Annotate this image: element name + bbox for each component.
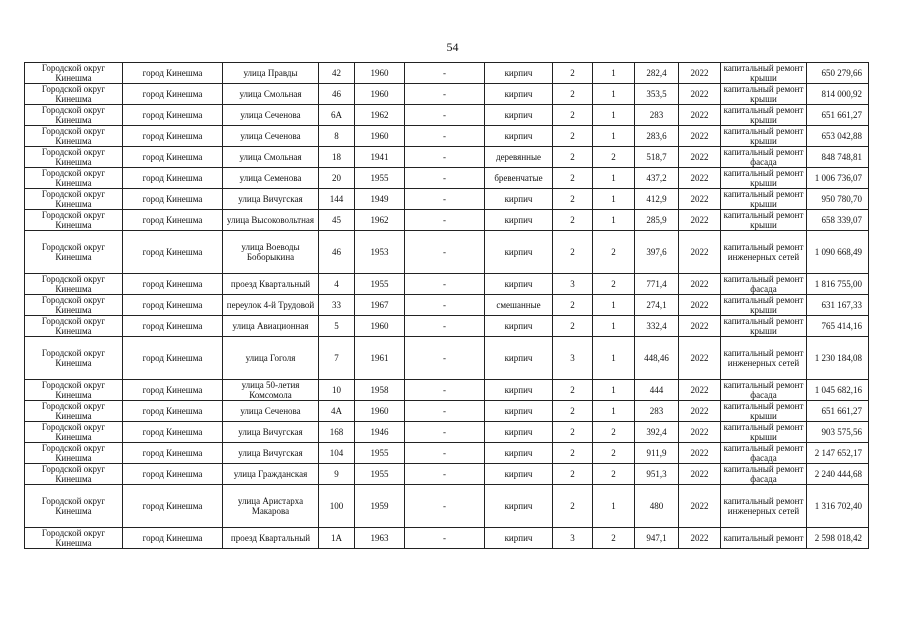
floors-cell: 2: [553, 147, 593, 168]
repair-type-cell: капитальный ремонт фасада: [721, 147, 807, 168]
floors-cell: 2: [553, 380, 593, 401]
repair-year-cell: 2022: [679, 147, 721, 168]
city-cell: город Кинешма: [123, 210, 223, 231]
city-cell: город Кинешма: [123, 485, 223, 528]
area-cell: 282,4: [635, 63, 679, 84]
dash-cell: -: [405, 401, 485, 422]
area-cell: 480: [635, 485, 679, 528]
wall-material-cell: кирпич: [485, 63, 553, 84]
dash-cell: -: [405, 168, 485, 189]
dash-cell: -: [405, 126, 485, 147]
city-cell: город Кинешма: [123, 295, 223, 316]
wall-material-cell: кирпич: [485, 105, 553, 126]
district-cell: Городской округ Кинешма: [25, 147, 123, 168]
district-cell: Городской округ Кинешма: [25, 126, 123, 147]
repair-type-cell: капитальный ремонт инженерных сетей: [721, 485, 807, 528]
table-row: [25, 105, 869, 126]
district-cell: Городской округ Кинешма: [25, 210, 123, 231]
city-cell: город Кинешма: [123, 147, 223, 168]
area-cell: 437,2: [635, 168, 679, 189]
area-cell: 911,9: [635, 443, 679, 464]
wall-material-cell: смешанные: [485, 295, 553, 316]
table-row: [25, 401, 869, 422]
entrances-cell: 1: [593, 126, 635, 147]
street-cell: проезд Квартальный: [223, 528, 319, 549]
dash-cell: -: [405, 443, 485, 464]
repair-year-cell: 2022: [679, 168, 721, 189]
district-cell: Городской округ Кинешма: [25, 84, 123, 105]
entrances-cell: 1: [593, 105, 635, 126]
table-row: [25, 147, 869, 168]
repair-year-cell: 2022: [679, 464, 721, 485]
repair-type-cell: капитальный ремонт крыши: [721, 189, 807, 210]
table-row: [25, 126, 869, 147]
wall-material-cell: кирпич: [485, 84, 553, 105]
entrances-cell: 2: [593, 147, 635, 168]
house-number-cell: 4А: [319, 401, 355, 422]
district-cell: Городской округ Кинешма: [25, 528, 123, 549]
cost-cell: 1 006 736,07: [807, 168, 869, 189]
wall-material-cell: кирпич: [485, 422, 553, 443]
district-cell: Городской округ Кинешма: [25, 231, 123, 274]
table-body: [25, 63, 869, 549]
street-cell: улица Авиационная: [223, 316, 319, 337]
street-cell: улица Сеченова: [223, 105, 319, 126]
area-cell: 392,4: [635, 422, 679, 443]
floors-cell: 2: [553, 295, 593, 316]
cost-cell: 651 661,27: [807, 105, 869, 126]
year-built-cell: 1946: [355, 422, 405, 443]
street-cell: улица Гражданская: [223, 464, 319, 485]
year-built-cell: 1955: [355, 464, 405, 485]
wall-material-cell: кирпич: [485, 528, 553, 549]
repair-type-cell: капитальный ремонт фасада: [721, 274, 807, 295]
cost-cell: 1 090 668,49: [807, 231, 869, 274]
entrances-cell: 1: [593, 485, 635, 528]
house-number-cell: 18: [319, 147, 355, 168]
district-cell: Городской округ Кинешма: [25, 295, 123, 316]
year-built-cell: 1955: [355, 274, 405, 295]
area-cell: 951,3: [635, 464, 679, 485]
area-cell: 285,9: [635, 210, 679, 231]
floors-cell: 2: [553, 231, 593, 274]
city-cell: город Кинешма: [123, 84, 223, 105]
repair-year-cell: 2022: [679, 274, 721, 295]
table-row: [25, 316, 869, 337]
dash-cell: -: [405, 210, 485, 231]
city-cell: город Кинешма: [123, 316, 223, 337]
wall-material-cell: кирпич: [485, 274, 553, 295]
city-cell: город Кинешма: [123, 528, 223, 549]
district-cell: Городской округ Кинешма: [25, 168, 123, 189]
repair-year-cell: 2022: [679, 401, 721, 422]
floors-cell: 2: [553, 63, 593, 84]
entrances-cell: 1: [593, 84, 635, 105]
entrances-cell: 2: [593, 422, 635, 443]
repair-type-cell: капитальный ремонт крыши: [721, 210, 807, 231]
floors-cell: 3: [553, 528, 593, 549]
city-cell: город Кинешма: [123, 189, 223, 210]
year-built-cell: 1941: [355, 147, 405, 168]
entrances-cell: 1: [593, 189, 635, 210]
city-cell: город Кинешма: [123, 422, 223, 443]
district-cell: Городской округ Кинешма: [25, 189, 123, 210]
dash-cell: -: [405, 380, 485, 401]
wall-material-cell: кирпич: [485, 485, 553, 528]
city-cell: город Кинешма: [123, 274, 223, 295]
table-row: [25, 84, 869, 105]
repair-year-cell: 2022: [679, 63, 721, 84]
district-cell: Городской округ Кинешма: [25, 464, 123, 485]
floors-cell: 2: [553, 126, 593, 147]
house-number-cell: 8: [319, 126, 355, 147]
cost-cell: 1 816 755,00: [807, 274, 869, 295]
table-row: [25, 274, 869, 295]
repair-type-cell: капитальный ремонт: [721, 528, 807, 549]
repair-year-cell: 2022: [679, 210, 721, 231]
repair-type-cell: капитальный ремонт крыши: [721, 401, 807, 422]
floors-cell: 2: [553, 189, 593, 210]
entrances-cell: 2: [593, 443, 635, 464]
house-number-cell: 4: [319, 274, 355, 295]
city-cell: город Кинешма: [123, 126, 223, 147]
floors-cell: 2: [553, 401, 593, 422]
city-cell: город Кинешма: [123, 168, 223, 189]
table-row: [25, 189, 869, 210]
repair-year-cell: 2022: [679, 528, 721, 549]
cost-cell: 650 279,66: [807, 63, 869, 84]
wall-material-cell: кирпич: [485, 337, 553, 380]
area-cell: 353,5: [635, 84, 679, 105]
floors-cell: 2: [553, 105, 593, 126]
house-number-cell: 7: [319, 337, 355, 380]
city-cell: город Кинешма: [123, 380, 223, 401]
year-built-cell: 1967: [355, 295, 405, 316]
table-row: [25, 337, 869, 380]
cost-cell: 814 000,92: [807, 84, 869, 105]
city-cell: город Кинешма: [123, 231, 223, 274]
wall-material-cell: кирпич: [485, 189, 553, 210]
street-cell: улица Воеводы Боборыкина: [223, 231, 319, 274]
dash-cell: -: [405, 464, 485, 485]
repair-type-cell: капитальный ремонт крыши: [721, 316, 807, 337]
year-built-cell: 1962: [355, 210, 405, 231]
house-number-cell: 104: [319, 443, 355, 464]
cost-cell: 903 575,56: [807, 422, 869, 443]
wall-material-cell: кирпич: [485, 231, 553, 274]
cost-cell: 1 045 682,16: [807, 380, 869, 401]
dash-cell: -: [405, 63, 485, 84]
district-cell: Городской округ Кинешма: [25, 401, 123, 422]
year-built-cell: 1959: [355, 485, 405, 528]
dash-cell: -: [405, 84, 485, 105]
street-cell: переулок 4-й Трудовой: [223, 295, 319, 316]
area-cell: 283,6: [635, 126, 679, 147]
floors-cell: 2: [553, 422, 593, 443]
street-cell: улица Гоголя: [223, 337, 319, 380]
floors-cell: 2: [553, 168, 593, 189]
dash-cell: -: [405, 337, 485, 380]
repair-year-cell: 2022: [679, 485, 721, 528]
entrances-cell: 1: [593, 63, 635, 84]
area-cell: 518,7: [635, 147, 679, 168]
street-cell: улица Смольная: [223, 84, 319, 105]
table-row: [25, 295, 869, 316]
floors-cell: 2: [553, 84, 593, 105]
table-row: [25, 231, 869, 274]
dash-cell: -: [405, 316, 485, 337]
area-cell: 771,4: [635, 274, 679, 295]
cost-cell: 950 780,70: [807, 189, 869, 210]
floors-cell: 2: [553, 464, 593, 485]
entrances-cell: 1: [593, 380, 635, 401]
street-cell: проезд Квартальный: [223, 274, 319, 295]
district-cell: Городской округ Кинешма: [25, 422, 123, 443]
year-built-cell: 1960: [355, 84, 405, 105]
city-cell: город Кинешма: [123, 337, 223, 380]
repair-year-cell: 2022: [679, 189, 721, 210]
wall-material-cell: кирпич: [485, 210, 553, 231]
area-cell: 397,6: [635, 231, 679, 274]
table-row: [25, 485, 869, 528]
repair-type-cell: капитальный ремонт фасада: [721, 380, 807, 401]
district-cell: Городской округ Кинешма: [25, 63, 123, 84]
street-cell: улица Аристарха Макарова: [223, 485, 319, 528]
wall-material-cell: кирпич: [485, 316, 553, 337]
year-built-cell: 1960: [355, 401, 405, 422]
house-number-cell: 100: [319, 485, 355, 528]
repair-type-cell: капитальный ремонт инженерных сетей: [721, 231, 807, 274]
table-row: [25, 464, 869, 485]
street-cell: улица Семенова: [223, 168, 319, 189]
year-built-cell: 1962: [355, 105, 405, 126]
street-cell: улица Правды: [223, 63, 319, 84]
floors-cell: 2: [553, 443, 593, 464]
wall-material-cell: кирпич: [485, 126, 553, 147]
street-cell: улица 50-летия Комсомола: [223, 380, 319, 401]
table-row: [25, 210, 869, 231]
district-cell: Городской округ Кинешма: [25, 105, 123, 126]
floors-cell: 2: [553, 485, 593, 528]
area-cell: 283: [635, 401, 679, 422]
district-cell: Городской округ Кинешма: [25, 380, 123, 401]
city-cell: город Кинешма: [123, 105, 223, 126]
table-row: [25, 422, 869, 443]
city-cell: город Кинешма: [123, 63, 223, 84]
entrances-cell: 1: [593, 295, 635, 316]
district-cell: Городской округ Кинешма: [25, 274, 123, 295]
floors-cell: 2: [553, 316, 593, 337]
area-cell: 444: [635, 380, 679, 401]
street-cell: улица Вичугская: [223, 422, 319, 443]
house-number-cell: 33: [319, 295, 355, 316]
repair-year-cell: 2022: [679, 295, 721, 316]
area-cell: 947,1: [635, 528, 679, 549]
year-built-cell: 1963: [355, 528, 405, 549]
entrances-cell: 1: [593, 337, 635, 380]
repair-year-cell: 2022: [679, 316, 721, 337]
house-number-cell: 144: [319, 189, 355, 210]
repair-type-cell: капитальный ремонт фасада: [721, 443, 807, 464]
repair-year-cell: 2022: [679, 126, 721, 147]
table-row: [25, 380, 869, 401]
street-cell: улица Вичугская: [223, 443, 319, 464]
house-number-cell: 168: [319, 422, 355, 443]
cost-cell: 2 598 018,42: [807, 528, 869, 549]
cost-cell: 848 748,81: [807, 147, 869, 168]
repair-year-cell: 2022: [679, 380, 721, 401]
district-cell: Городской округ Кинешма: [25, 485, 123, 528]
entrances-cell: 2: [593, 464, 635, 485]
repair-year-cell: 2022: [679, 231, 721, 274]
district-cell: Городской округ Кинешма: [25, 337, 123, 380]
repair-type-cell: капитальный ремонт крыши: [721, 168, 807, 189]
cost-cell: 631 167,33: [807, 295, 869, 316]
floors-cell: 2: [553, 210, 593, 231]
page-number: 54: [446, 40, 459, 54]
cost-cell: 765 414,16: [807, 316, 869, 337]
table-row: [25, 63, 869, 84]
entrances-cell: 2: [593, 528, 635, 549]
entrances-cell: 1: [593, 401, 635, 422]
entrances-cell: 2: [593, 274, 635, 295]
year-built-cell: 1955: [355, 168, 405, 189]
year-built-cell: 1960: [355, 63, 405, 84]
dash-cell: -: [405, 274, 485, 295]
dash-cell: -: [405, 295, 485, 316]
house-number-cell: 1А: [319, 528, 355, 549]
street-cell: улица Сеченова: [223, 126, 319, 147]
repair-type-cell: капитальный ремонт фасада: [721, 464, 807, 485]
house-number-cell: 20: [319, 168, 355, 189]
repair-type-cell: капитальный ремонт крыши: [721, 422, 807, 443]
table-row: [25, 168, 869, 189]
dash-cell: -: [405, 105, 485, 126]
repair-type-cell: капитальный ремонт крыши: [721, 295, 807, 316]
cost-cell: 651 661,27: [807, 401, 869, 422]
house-number-cell: 42: [319, 63, 355, 84]
city-cell: город Кинешма: [123, 443, 223, 464]
dash-cell: -: [405, 189, 485, 210]
wall-material-cell: деревянные: [485, 147, 553, 168]
repair-type-cell: капитальный ремонт крыши: [721, 105, 807, 126]
year-built-cell: 1961: [355, 337, 405, 380]
wall-material-cell: кирпич: [485, 401, 553, 422]
house-number-cell: 5: [319, 316, 355, 337]
area-cell: 283: [635, 105, 679, 126]
cost-cell: 653 042,88: [807, 126, 869, 147]
city-cell: город Кинешма: [123, 401, 223, 422]
floors-cell: 3: [553, 274, 593, 295]
repair-year-cell: 2022: [679, 105, 721, 126]
area-cell: 448,46: [635, 337, 679, 380]
dash-cell: -: [405, 485, 485, 528]
floors-cell: 3: [553, 337, 593, 380]
repair-year-cell: 2022: [679, 422, 721, 443]
housing-repair-table: [24, 62, 869, 549]
area-cell: 274,1: [635, 295, 679, 316]
entrances-cell: 1: [593, 168, 635, 189]
area-cell: 332,4: [635, 316, 679, 337]
cost-cell: 2 240 444,68: [807, 464, 869, 485]
cost-cell: 2 147 652,17: [807, 443, 869, 464]
entrances-cell: 1: [593, 210, 635, 231]
cost-cell: 658 339,07: [807, 210, 869, 231]
house-number-cell: 10: [319, 380, 355, 401]
street-cell: улица Вичугская: [223, 189, 319, 210]
street-cell: улица Сеченова: [223, 401, 319, 422]
entrances-cell: 2: [593, 231, 635, 274]
repair-year-cell: 2022: [679, 337, 721, 380]
repair-year-cell: 2022: [679, 84, 721, 105]
year-built-cell: 1960: [355, 126, 405, 147]
street-cell: улица Смольная: [223, 147, 319, 168]
house-number-cell: 46: [319, 231, 355, 274]
wall-material-cell: бревенчатые: [485, 168, 553, 189]
repair-type-cell: капитальный ремонт крыши: [721, 63, 807, 84]
cost-cell: 1 230 184,08: [807, 337, 869, 380]
street-cell: улица Высоковольтная: [223, 210, 319, 231]
repair-type-cell: капитальный ремонт крыши: [721, 84, 807, 105]
repair-type-cell: капитальный ремонт крыши: [721, 126, 807, 147]
year-built-cell: 1958: [355, 380, 405, 401]
year-built-cell: 1955: [355, 443, 405, 464]
area-cell: 412,9: [635, 189, 679, 210]
house-number-cell: 9: [319, 464, 355, 485]
entrances-cell: 1: [593, 316, 635, 337]
wall-material-cell: кирпич: [485, 443, 553, 464]
table-row: [25, 528, 869, 549]
wall-material-cell: кирпич: [485, 380, 553, 401]
house-number-cell: 46: [319, 84, 355, 105]
cost-cell: 1 316 702,40: [807, 485, 869, 528]
house-number-cell: 45: [319, 210, 355, 231]
year-built-cell: 1953: [355, 231, 405, 274]
table-row: [25, 443, 869, 464]
dash-cell: -: [405, 147, 485, 168]
year-built-cell: 1949: [355, 189, 405, 210]
year-built-cell: 1960: [355, 316, 405, 337]
city-cell: город Кинешма: [123, 464, 223, 485]
wall-material-cell: кирпич: [485, 464, 553, 485]
district-cell: Городской округ Кинешма: [25, 316, 123, 337]
dash-cell: -: [405, 528, 485, 549]
dash-cell: -: [405, 422, 485, 443]
repair-year-cell: 2022: [679, 443, 721, 464]
house-number-cell: 6А: [319, 105, 355, 126]
dash-cell: -: [405, 231, 485, 274]
repair-type-cell: капитальный ремонт инженерных сетей: [721, 337, 807, 380]
district-cell: Городской округ Кинешма: [25, 443, 123, 464]
